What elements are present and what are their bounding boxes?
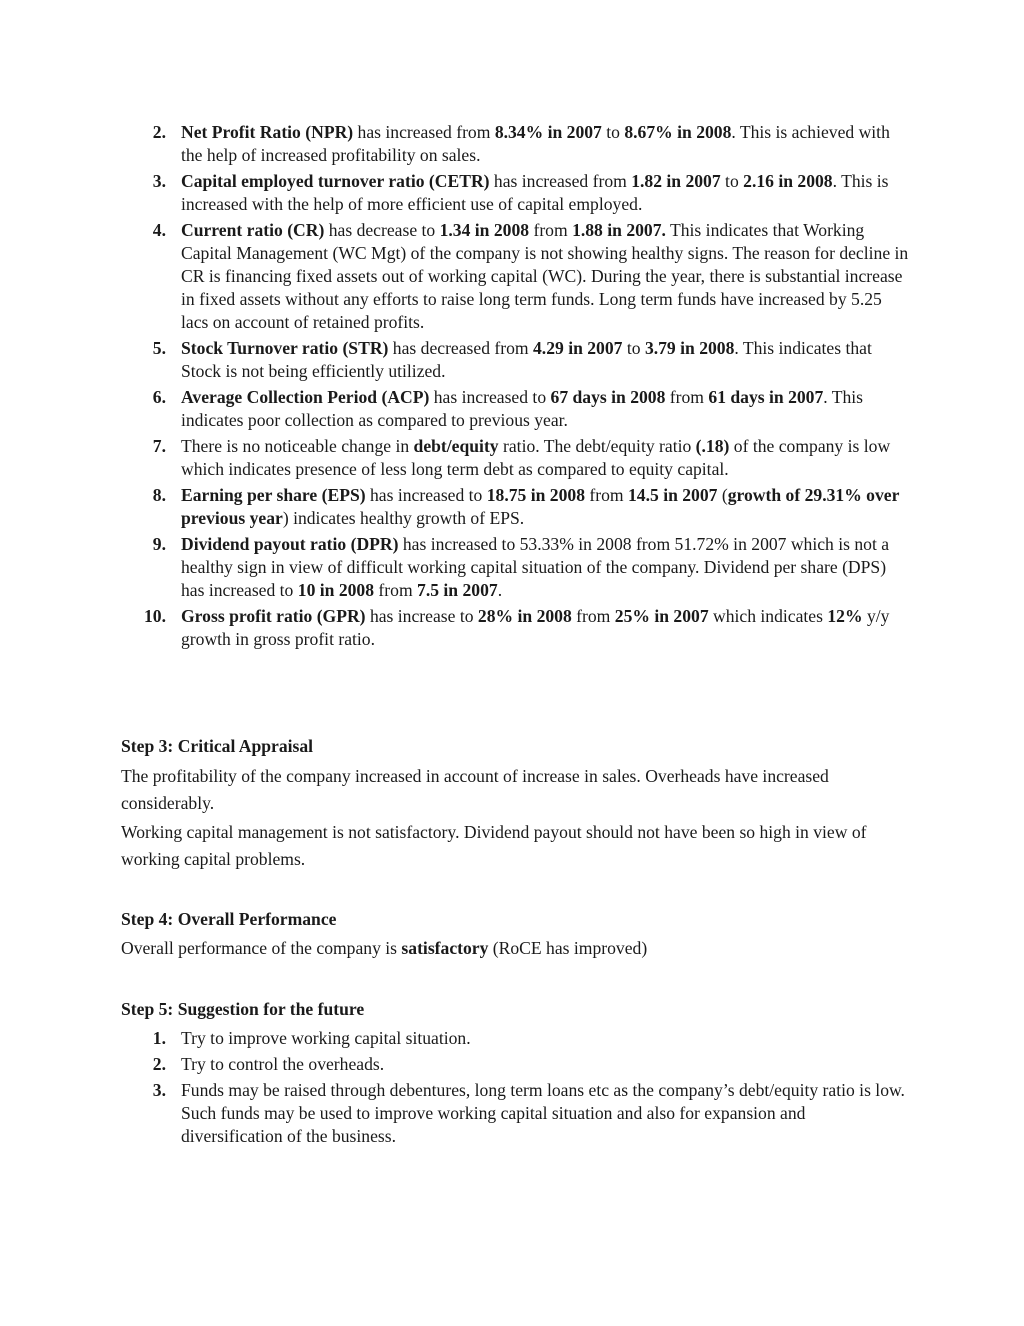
ratio-item-text: to xyxy=(601,122,625,142)
ratio-item xyxy=(0,386,911,432)
ratio-item-text: from xyxy=(529,220,573,240)
ratio-item-number: 5. xyxy=(152,338,166,358)
ratio-item-text: 1.88 in 2007. xyxy=(572,220,666,240)
ratio-item-text: has increased from xyxy=(353,122,495,142)
ratio-item-number: 10. xyxy=(144,606,166,626)
ratio-item-text: has increased from xyxy=(489,171,632,191)
ratio-item-text: . This is achieved with the help of increased profitability on sales. xyxy=(181,122,890,165)
step4-text-post: (RoCE has improved) xyxy=(488,938,648,958)
ratio-item-number: 7. xyxy=(152,436,166,456)
ratio-item-text: Stock Turnover ratio (STR) xyxy=(181,338,389,358)
step3-heading: Step 3: Critical Appraisal xyxy=(121,736,314,756)
ratio-item-text: Capital employed turnover ratio (CETR) xyxy=(181,171,490,191)
ratio-item-text: . xyxy=(497,580,503,600)
ratio-item-text: 1.82 in 2007 xyxy=(631,171,721,191)
ratio-item-text: 8.67% in 2008 xyxy=(624,122,732,142)
ratio-item-text: Earning per share (EPS) xyxy=(181,485,366,505)
ratio-item-number: 2. xyxy=(152,122,166,142)
step4-paragraph xyxy=(121,935,911,962)
ratio-item-text: 4.29 in 2007 xyxy=(533,338,623,358)
ratio-item-text: 28% in 2008 xyxy=(477,606,572,626)
ratio-item-number: 8. xyxy=(152,485,166,505)
ratio-item-text: from xyxy=(571,606,615,626)
ratio-item-text: Average Collection Period (ACP) xyxy=(181,387,430,407)
ratio-item-text: Net Profit Ratio (NPR) xyxy=(181,122,354,142)
ratio-item-text: has decrease to xyxy=(324,220,440,240)
suggestion-item xyxy=(0,1053,911,1076)
ratio-item xyxy=(0,219,911,334)
ratio-item-text: Gross profit ratio (GPR) xyxy=(181,606,366,626)
ratio-item-text: growth of 29.31% over previous year xyxy=(181,485,900,528)
ratio-item-text: . This is increased with the help of more efficient use of capital employed. xyxy=(181,171,889,214)
step3-paragraph-1: The profitability of the company increased in account of increase in sales. Overheads have increased considerably. xyxy=(121,766,829,813)
ratio-item-number: 6. xyxy=(152,387,166,407)
ratio-item-text: ratio. The debt/equity ratio xyxy=(498,436,696,456)
ratio-item-text: ( xyxy=(717,485,728,505)
ratio-item-text: 12% xyxy=(827,606,863,626)
ratio-item xyxy=(0,435,911,481)
suggestion-item-text: Try to improve working capital situation. xyxy=(181,1028,471,1048)
step5-heading: Step 5: Suggestion for the future xyxy=(121,999,365,1019)
ratio-item-text: 67 days in 2008 xyxy=(550,387,666,407)
suggestion-item xyxy=(0,1027,911,1050)
ratio-item-text: from xyxy=(665,387,709,407)
ratio-item-text: . This indicates poor collection as compared to previous year. xyxy=(181,387,864,430)
ratio-item-text: (.18) xyxy=(695,436,730,456)
ratio-item-text: 25% in 2007 xyxy=(614,606,709,626)
ratio-item-text: There is no noticeable change in xyxy=(181,436,414,456)
ratio-item-text: 1.34 in 2008 xyxy=(439,220,530,240)
ratio-item-text: 14.5 in 2007 xyxy=(628,485,718,505)
ratio-item-text: of the company is low which indicates presence of less long term debt as compared to equity capital. xyxy=(181,436,891,479)
ratio-item-text: 61 days in 2007 xyxy=(708,387,824,407)
ratio-item-text: has increase to xyxy=(365,606,478,626)
ratio-item-text: has increased to xyxy=(429,387,551,407)
ratio-item-text: debt/equity xyxy=(413,436,499,456)
ratio-item-text: 7.5 in 2007 xyxy=(417,580,498,600)
step4-text-bold: satisfactory xyxy=(401,938,489,958)
suggestion-item xyxy=(0,1079,911,1148)
suggestion-item-number: 2. xyxy=(152,1054,166,1074)
step4-heading: Step 4: Overall Performance xyxy=(121,909,337,929)
ratio-item xyxy=(0,533,911,602)
ratio-item-text: to xyxy=(720,171,744,191)
suggestion-item-number: 1. xyxy=(152,1028,166,1048)
ratio-analysis-list xyxy=(0,121,911,654)
ratio-item-text: 8.34% in 2007 xyxy=(494,122,602,142)
ratio-item-text: 18.75 in 2008 xyxy=(486,485,585,505)
ratio-item-text: y/y growth in gross profit ratio. xyxy=(181,606,890,649)
ratio-item-text: from xyxy=(585,485,628,505)
ratio-item-text: 3.79 in 2008 xyxy=(644,338,735,358)
ratio-item xyxy=(0,121,911,167)
ratio-item-number: 4. xyxy=(152,220,166,240)
ratio-item-text: to xyxy=(622,338,645,358)
ratio-item-text: This indicates that Working Capital Management (WC Mgt) of the company is not showing healthy signs. The reason for decline in CR is financing fixed assets out of working capital (WC). During the year, there is substantial increase in fixed assets without any efforts to raise long term funds. Long term funds have increased by 5.25 lacs on account of retained profits. xyxy=(181,220,909,332)
ratio-item-text: ) indicates healthy growth of EPS. xyxy=(282,508,525,528)
ratio-item-text: has decreased from xyxy=(388,338,533,358)
suggestion-item-text: Funds may be raised through debentures, long term loans etc as the company’s debt/equity ratio is low. Such funds may be used to improve working capital situation and also for expansion and diversification of the business. xyxy=(181,1080,905,1146)
ratio-item-text: . This indicates that Stock is not being efficiently utilized. xyxy=(181,338,872,381)
ratio-item xyxy=(0,484,911,530)
ratio-item xyxy=(0,605,911,651)
ratio-item-text: which indicates xyxy=(708,606,828,626)
ratio-item-text: 2.16 in 2008 xyxy=(743,171,833,191)
ratio-item-number: 9. xyxy=(152,534,166,554)
ratio-item-text: has increased to xyxy=(365,485,487,505)
step4-text-pre: Overall performance of the company is xyxy=(121,938,402,958)
step3-paragraph-2: Working capital management is not satisfactory. Dividend payout should not have been so high in view of working capital problems. xyxy=(121,822,867,869)
ratio-item-text: has increased to 53.33% in 2008 from 51.72% in 2007 which is not a healthy sign in view of difficult working capital situation of the company. Dividend per share (DPS) has increased to xyxy=(181,534,890,600)
suggestion-item-number: 3. xyxy=(152,1080,166,1100)
ratio-item-number: 3. xyxy=(152,171,166,191)
ratio-item-text: Current ratio (CR) xyxy=(181,220,325,240)
suggestion-item-text: Try to control the overheads. xyxy=(181,1054,385,1074)
ratio-item-text: from xyxy=(374,580,418,600)
ratio-item-text: 10 in 2008 xyxy=(297,580,375,600)
ratio-item xyxy=(0,170,911,216)
ratio-item xyxy=(0,337,911,383)
suggestion-list xyxy=(0,1027,911,1151)
ratio-item-text: Dividend payout ratio (DPR) xyxy=(181,534,399,554)
